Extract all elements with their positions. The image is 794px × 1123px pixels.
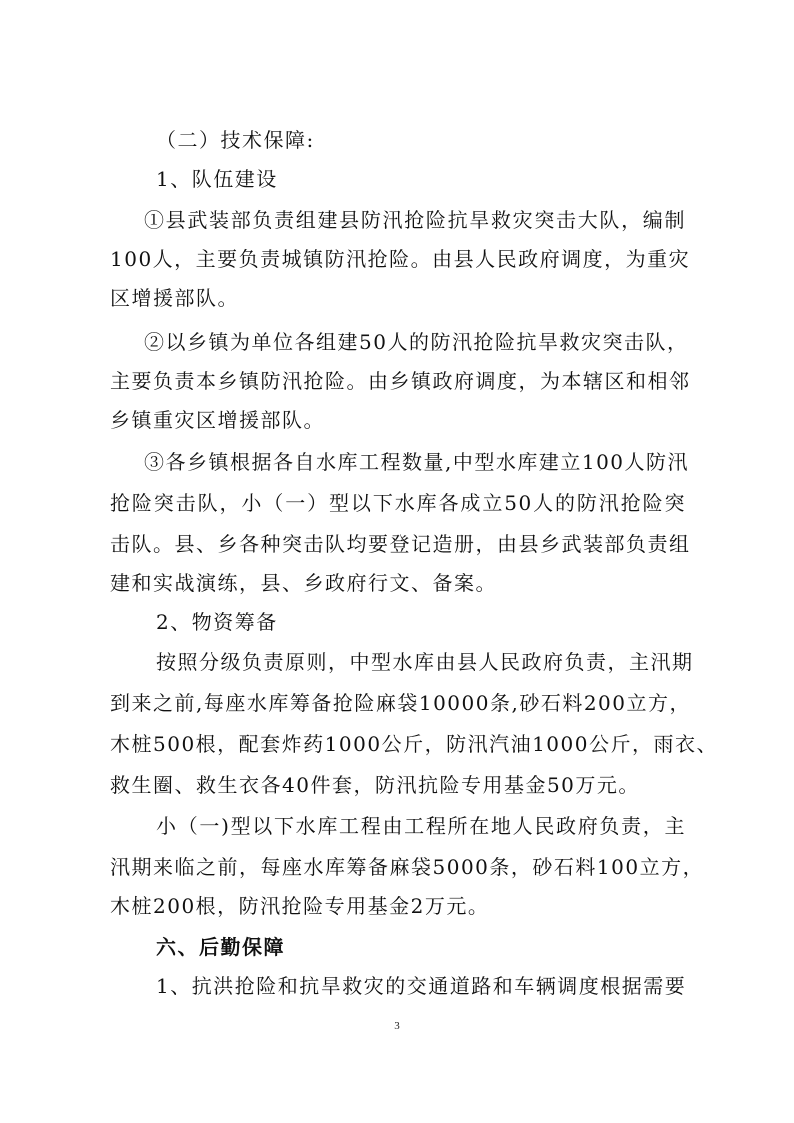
paragraph-line: ③各乡镇根据各自水库工程数量,中型水库建立100人防汛 bbox=[144, 450, 690, 474]
paragraph-line: ②以乡镇为单位各组建50人的防汛抢险抗旱救灾突击队， bbox=[144, 330, 689, 354]
paragraph-line: 建和实战演练，县、乡政府行文、备案。 bbox=[110, 571, 497, 595]
section-heading-technical-support: （二）技术保障: bbox=[156, 128, 315, 152]
page-number: 3 bbox=[394, 1020, 400, 1032]
paragraph-line: 到来之前,每座水库筹备抢险麻袋10000条,砂石料200立方， bbox=[110, 691, 692, 715]
paragraph-line: 木桩200根，防汛抢险专用基金2万元。 bbox=[110, 894, 490, 918]
paragraph-line: 100人，主要负责城镇防汛抢险。由县人民政府调度，为重灾 bbox=[110, 247, 691, 271]
paragraph-line: 按照分级负责原则，中型水库由县人民政府负责，主汛期 bbox=[156, 650, 694, 674]
subheading-team-building: 1、队伍建设 bbox=[156, 167, 278, 191]
paragraph-line: 木桩500根，配套炸药1000公斤，防汛汽油1000公斤，雨衣、 bbox=[110, 732, 718, 756]
paragraph-line: 主要负责本乡镇防汛抢险。由乡镇政府调度，为本辖区和相邻 bbox=[110, 369, 691, 393]
paragraph-line: 乡镇重灾区增援部队。 bbox=[110, 408, 325, 432]
paragraph-line: 抢险突击队，小（一）型以下水库各成立50人的防汛抢险突 bbox=[110, 491, 686, 515]
paragraph-line: 击队。县、乡各种突击队均要登记造册，由县乡武装部负责组 bbox=[110, 532, 691, 556]
section-heading-logistics-support: 六、后勤保障 bbox=[156, 935, 285, 959]
subheading-material-preparation: 2、物资筹备 bbox=[156, 610, 278, 634]
paragraph-line: 1、抗洪抢险和抗旱救灾的交通道路和车辆调度根据需要 bbox=[156, 974, 687, 998]
paragraph-line: 区增援部队。 bbox=[110, 286, 239, 310]
paragraph-line: ①县武装部负责组建县防汛抢险抗旱救灾突击大队，编制 bbox=[144, 208, 686, 232]
paragraph-line: 汛期来临之前，每座水库筹备麻袋5000条，砂石料100立方， bbox=[110, 855, 705, 879]
paragraph-line: 救生圈、救生衣各40件套，防汛抗险专用基金50万元。 bbox=[110, 773, 640, 797]
paragraph-line: 小（一)型以下水库工程由工程所在地人民政府负责，主 bbox=[156, 814, 686, 838]
